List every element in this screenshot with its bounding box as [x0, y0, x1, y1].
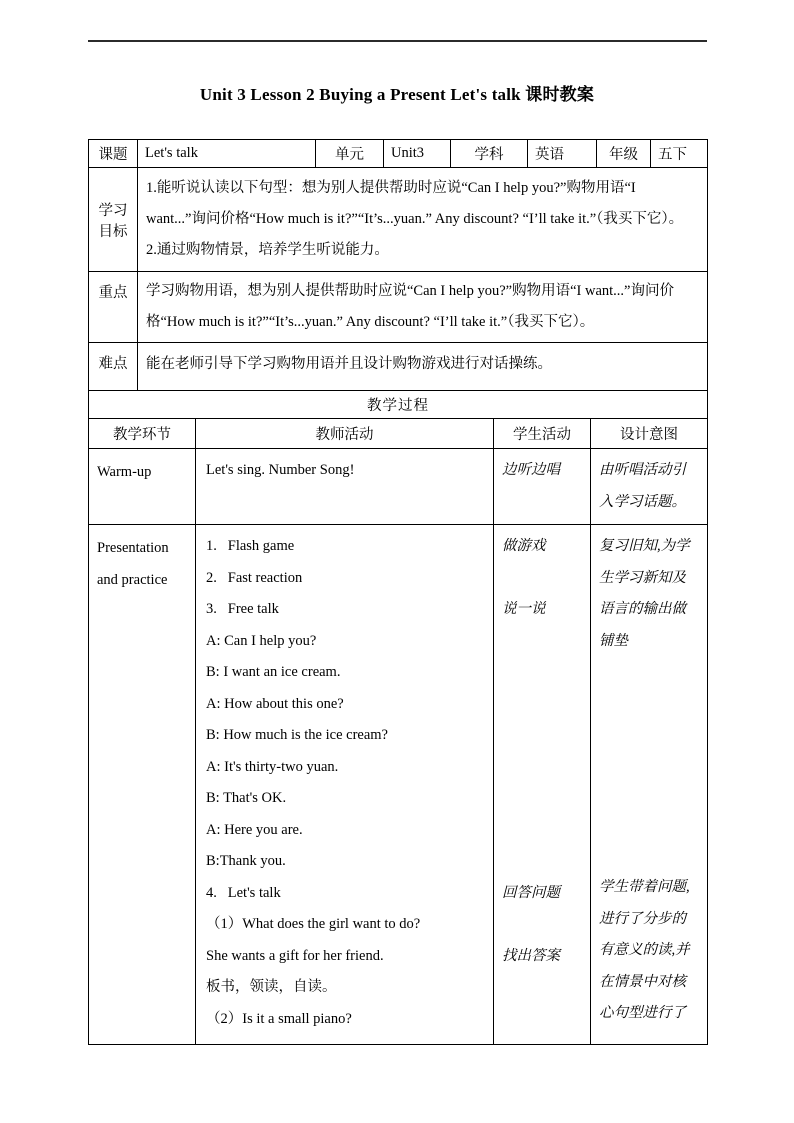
stage-name: Warm-up [89, 449, 196, 525]
lesson-info-table [88, 139, 708, 391]
goal-item: 1.能听说认读以下句型：想为别人提供帮助时应说“Can I help you?”购物用语“I want...”询问价格“How much is it?”“It’s...yuan.” Any discount? “I’ll take it.”（我买下它）。 [146, 180, 684, 227]
design-intent-text: 复习旧知,为学生学习新知及语言的输出做铺垫 [599, 538, 690, 649]
teacher-activity-line: B: I want an ice cream. [206, 664, 341, 680]
teacher-activity-line: Let's sing. Number Song! [206, 462, 355, 478]
unit-value: Unit3 [384, 140, 451, 168]
teacher-activity-line: 3. Free talk [206, 601, 279, 617]
student-activity-line: 说一说 [502, 601, 546, 617]
discipline-value: 英语 [528, 140, 597, 168]
doc-title: Unit 3 Lesson 2 Buying a Present Let's talk 课时教案 [199, 85, 595, 104]
meta-row [89, 140, 708, 168]
teacher-activity-cell [196, 525, 494, 1045]
difficult-point-label: 难点 [89, 343, 138, 391]
goal-item: 2.通过购物情景，培养学生听说能力。 [146, 242, 389, 258]
column-header-stage: 教学环节 [89, 419, 196, 449]
teacher-activity-line: 2. Fast reaction [206, 569, 303, 586]
design-intent-text: 学生带着问题,进行了分步的有意义的读,并在情景中对核心句型进行了 [599, 879, 690, 1021]
column-header-intent: 设计意图 [591, 419, 708, 449]
unit-label: 单元 [316, 140, 384, 168]
goals-content [138, 168, 708, 272]
student-activity-line: 回答问题 [502, 884, 560, 901]
header-rule [88, 40, 707, 42]
key-point-row [89, 272, 708, 343]
discipline-label: 学科 [451, 140, 528, 168]
student-activity-line: 边听边唱 [502, 462, 560, 478]
teacher-activity-line: （2）Is it a small piano? [206, 1010, 352, 1027]
process-section-title: 教学过程 [89, 391, 708, 419]
teacher-activity-line: B: How much is the ice cream? [206, 727, 388, 743]
student-activity-cell [494, 525, 591, 1045]
teacher-activity-line: She wants a gift for her friend. [206, 947, 384, 964]
stage-name: Presentation and practice [89, 525, 196, 1045]
column-header-student: 学生活动 [494, 419, 591, 449]
design-intent-cell [591, 525, 708, 1045]
process-row-warmup [89, 449, 708, 525]
lesson-plan-tables [88, 139, 707, 1045]
teacher-activity-line: B:Thank you. [206, 853, 286, 869]
key-point-label: 重点 [89, 272, 138, 343]
teacher-activity-line: 4. Let's talk [206, 884, 281, 901]
process-section-row [89, 391, 708, 419]
subject-value: Let's talk [138, 140, 316, 168]
column-header-teacher: 教师活动 [196, 419, 494, 449]
grade-label: 年级 [597, 140, 651, 168]
teacher-activity-line: B: That's OK. [206, 790, 287, 806]
teaching-process-table [88, 390, 708, 1045]
design-intent-text: 由听唱活动引入学习话题。 [599, 462, 686, 510]
teacher-activity-line: （1）What does the girl want to do? [206, 916, 421, 932]
goals-row [89, 168, 708, 272]
student-activity-line: 做游戏 [502, 538, 546, 554]
difficult-point-content: 能在老师引导下学习购物用语并且设计购物游戏进行对话操练。 [138, 343, 708, 391]
student-activity-line: 找出答案 [502, 947, 560, 964]
teacher-activity-line: 1. Flash game [206, 538, 295, 554]
difficult-point-row [89, 343, 708, 391]
process-row-presentation [89, 525, 708, 1045]
design-intent-cell [591, 449, 708, 525]
subject-label: 课题 [89, 140, 138, 168]
teacher-activity-line: A: Here you are. [206, 821, 303, 838]
teacher-activity-line: A: How about this one? [206, 695, 344, 712]
teacher-activity-cell [196, 449, 494, 525]
grade-value: 五下 [651, 140, 708, 168]
key-point-content: 学习购物用语，想为别人提供帮助时应说“Can I help you?”购物用语“I want...”询问价格“How much is it?”“It’s...yuan.” Any discount? “I’ll take it.”（我买下它）。 [138, 272, 708, 343]
goals-label: 学习目标 [89, 168, 138, 272]
student-activity-cell [494, 449, 591, 525]
teacher-activity-line: A: Can I help you? [206, 632, 317, 649]
process-header-row [89, 419, 708, 449]
teacher-activity-line: A: It's thirty-two yuan. [206, 758, 339, 775]
teacher-activity-line: 板书，领读，自读。 [206, 979, 337, 995]
